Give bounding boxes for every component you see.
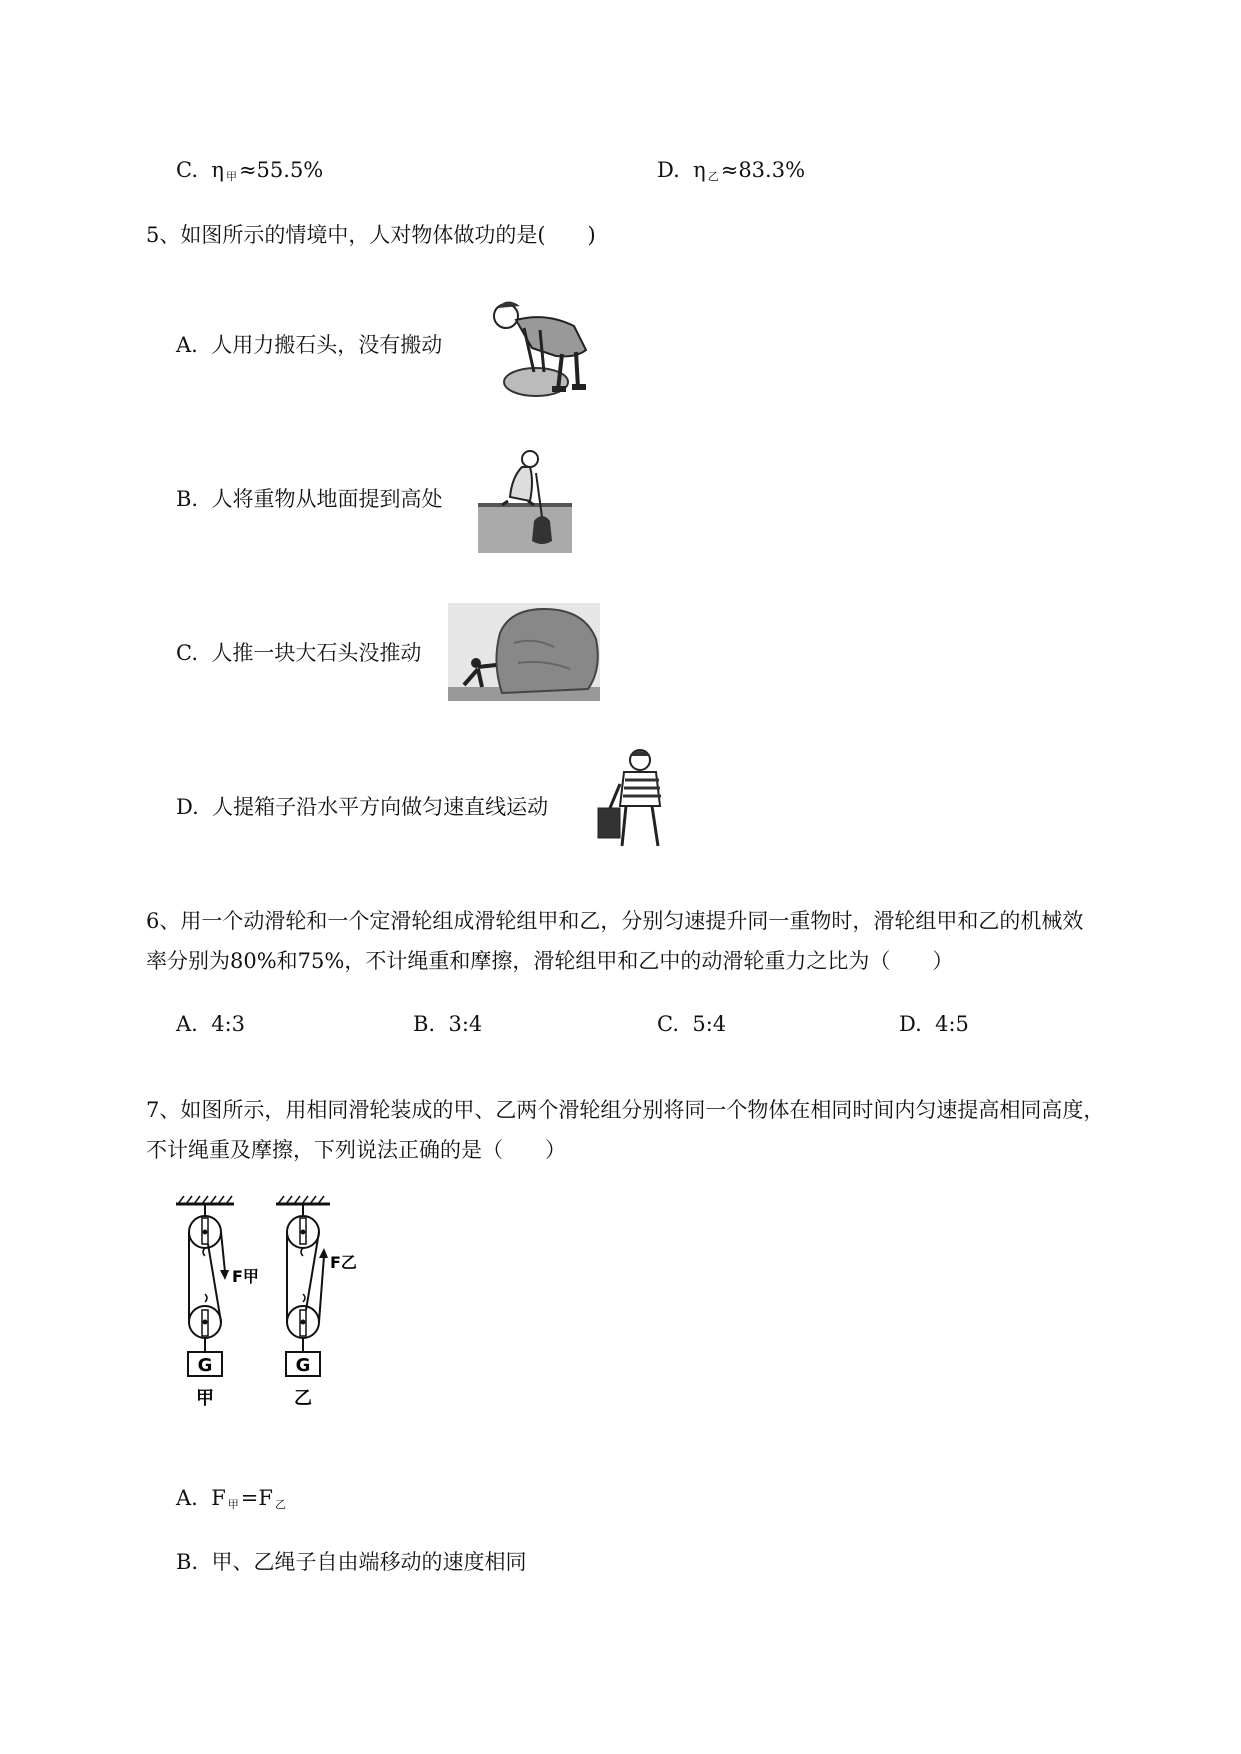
q6-option-a [176,1009,245,1039]
right-ceiling [276,1196,330,1204]
equals-sign: = [240,1486,259,1510]
person-carrying-box-icon [596,748,676,858]
option-text: 人推一块大石头没推动 [211,641,422,665]
option-d [657,155,805,192]
force-symbol: F [258,1486,273,1510]
q6-option-d [899,1009,969,1039]
option-text: 甲、乙绳子自由端移动的速度相同 [211,1550,527,1574]
question-6-stem-line1: 6、用一个动滑轮和一个定滑轮组成滑轮组甲和乙，分别匀速提升同一重物时，滑轮组甲和乙的机械效 [146,909,1084,933]
pulley-systems-figure [170,1192,370,1422]
force-symbol: F [211,1486,226,1510]
option-letter: B. [413,1012,436,1036]
left-weight-label: G [197,1355,213,1376]
q5-option-b [176,484,442,514]
subscript: 乙 [707,170,719,183]
option-text: 人用力搬石头，没有搬动 [211,333,443,357]
left-caption: 甲 [196,1388,214,1409]
person-pulling-weight-up-icon [478,447,572,553]
option-letter: A. [176,333,198,357]
option-letter: A. [176,1012,198,1036]
q7-option-a [176,1483,288,1520]
left-force-label: F甲 [232,1267,259,1286]
q5-option-a [176,330,442,360]
q7-option-b [176,1547,526,1577]
person-lifting-stone-icon [484,290,608,400]
option-letter: C. [176,641,198,665]
option-text: 人将重物从地面提到高处 [211,487,443,511]
option-text: 5:4 [692,1012,727,1036]
question-7-stem-line1: 7、如图所示，用相同滑轮装成的甲、乙两个滑轮组分别将同一个物体在相同时间内匀速提高相同高度， [146,1098,1105,1122]
option-text: 人提箱子沿水平方向做匀速直线运动 [212,795,549,819]
left-ceiling [176,1196,234,1204]
eta-symbol: η [693,158,706,182]
eta-symbol: η [211,158,224,182]
option-letter: D. [176,795,199,819]
option-text: 4:3 [211,1012,245,1036]
person-pushing-boulder-icon [448,603,600,701]
subscript: 甲 [225,170,237,183]
option-value: ≈83.3% [720,158,806,182]
question-6-stem-line2: 率分别为80%和75%，不计绳重和摩擦，滑轮组甲和乙中的动滑轮重力之比为（ ） [146,949,954,973]
right-force-label: F乙 [330,1253,357,1272]
right-caption: 乙 [294,1388,312,1409]
option-letter: D. [899,1012,922,1036]
subscript: 乙 [274,1498,286,1511]
option-letter: C. [176,158,198,182]
q6-option-b [413,1009,482,1039]
question-5-stem: 5、如图所示的情境中，人对物体做功的是( ) [146,223,596,247]
option-letter: B. [176,1550,199,1574]
subscript: 甲 [227,1498,239,1511]
q6-option-c [657,1009,726,1039]
q5-option-c [176,638,421,668]
right-weight-label: G [295,1355,311,1376]
option-letter: B. [176,487,199,511]
option-letter: D. [657,158,680,182]
option-letter: A. [176,1486,198,1510]
option-c [176,155,323,192]
option-text: 4:5 [935,1012,969,1036]
option-value: ≈55.5% [238,158,324,182]
option-text: 3:4 [448,1012,483,1036]
q5-option-d [176,792,548,822]
question-7-stem-line2: 不计绳重及摩擦，下列说法正确的是（ ） [146,1138,566,1162]
option-letter: C. [657,1012,679,1036]
